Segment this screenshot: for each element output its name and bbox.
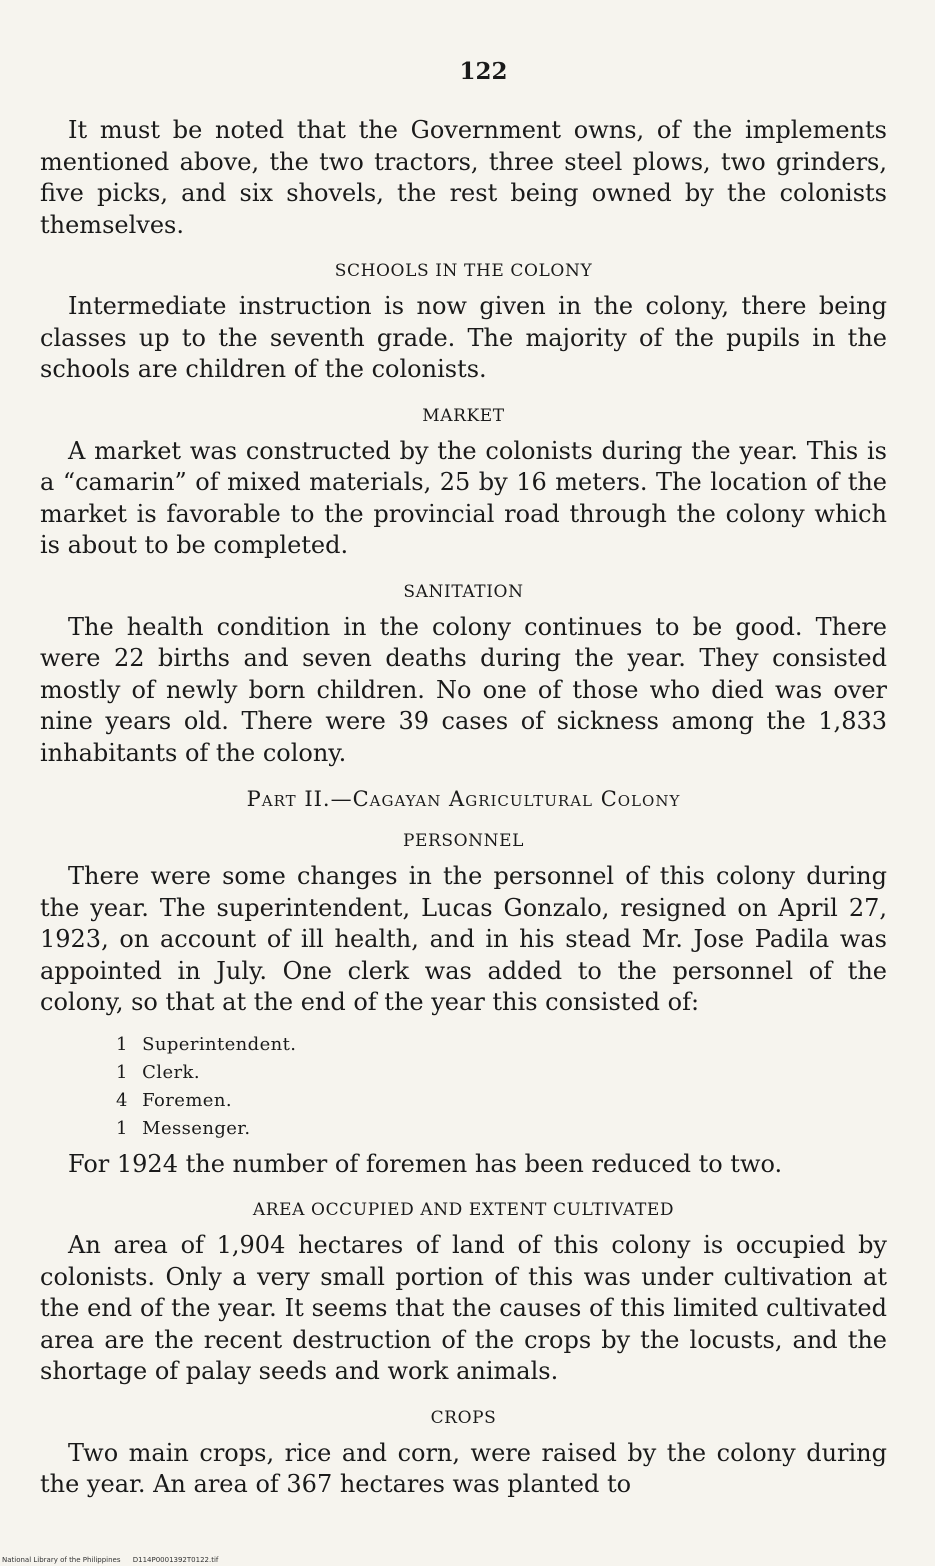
part-two-heading: Part II.—Cagayan Agricultural Colony (246, 787, 681, 811)
personnel-paragraph: There were some changes in the personnel of this colony during the year. The superintendent, Lucas Gonzalo, resigned on April 27, 1923, on account of ill health, and in his stead Mr. Jose Padila was appointed in July. One clerk was added to the personnel of the colony, so that at the end of the year this consisted of: (40, 862, 887, 1016)
area-paragraph: An area of 1,904 hectares of land of this colony is occupied by colonists. Only a very small portion of this was under cultivation at the end of the year. It seems that the causes of this limited cultivated area are the recent destruction of the crops by the locusts, and the shortage of palay seeds and work animals. (40, 1231, 887, 1385)
page-number: 122 (459, 58, 508, 85)
scan-footer (2, 1556, 228, 1564)
schools-heading: SCHOOLS IN THE COLONY (334, 261, 593, 281)
schools-paragraph: Intermediate instruction is now given in the colony, there being classes up to the seventh grade. The majority of the pupils in the schools are children of the colonists. (40, 292, 887, 383)
staff-item (116, 1031, 887, 1059)
staff-item (116, 1059, 887, 1087)
market-paragraph: A market was constructed by the colonists during the year. This is a “camarin” of mixed materials, 25 by 16 meters. The location of the market is favorable to the provincial road through the colony which is about to be completed. (40, 436, 887, 559)
sanitation-paragraph: The health condition in the colony continues to be good. There were 22 births and seven deaths during the year. They consisted mostly of newly born children. No one of those who died was over nine years old. There were 39 cases of sickness among the 1,833 inhabitants of the colony. (40, 612, 887, 767)
footer-code: D114P0001392T0122.tif (132, 1556, 219, 1564)
staff-count: 1 (116, 1061, 128, 1083)
crops-heading: CROPS (430, 1407, 497, 1428)
staff-item (116, 1087, 887, 1115)
personnel-note: For 1924 the number of foremen has been reduced to two. (68, 1149, 783, 1178)
staff-role: Superintendent. (142, 1033, 297, 1055)
staff-role: Messenger. (142, 1117, 251, 1139)
area-heading: AREA OCCUPIED AND EXTENT CULTIVATED (252, 1200, 675, 1220)
staff-count: 4 (116, 1089, 128, 1111)
staff-count: 1 (116, 1117, 128, 1139)
sanitation-heading: SANITATION (403, 581, 524, 602)
personnel-heading: PERSONNEL (402, 831, 525, 851)
staff-list (116, 1031, 887, 1143)
crops-paragraph: Two main crops, rice and corn, were raised by the colony during the year. An area of 367 hectares was planted to (40, 1438, 887, 1498)
staff-count: 1 (116, 1033, 128, 1055)
intro-paragraph: It must be noted that the Government owns, of the implements mentioned above, the two tractors, three steel plows, two grinders, five picks, and six shovels, the rest being owned by the colonists themselves. (40, 116, 887, 239)
footer-source: National Library of the Philippines (2, 1556, 121, 1564)
market-heading: MARKET (422, 405, 505, 426)
staff-role: Clerk. (142, 1061, 200, 1083)
staff-item (116, 1115, 887, 1143)
staff-role: Foremen. (142, 1089, 232, 1111)
